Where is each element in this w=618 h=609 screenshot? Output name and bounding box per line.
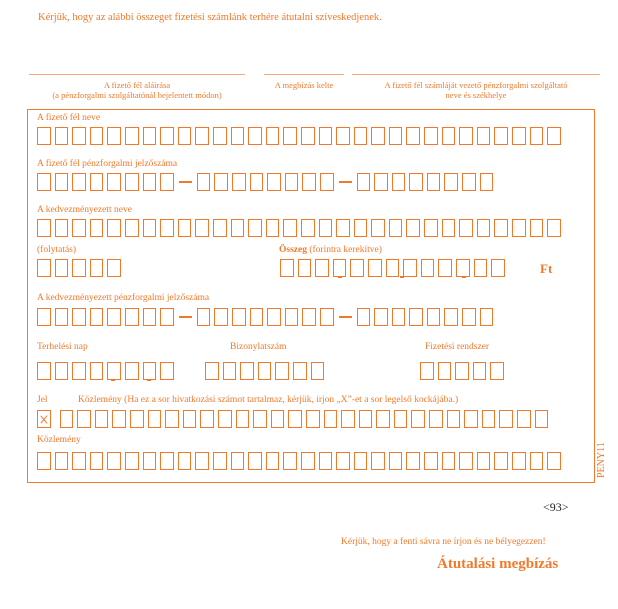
char-box[interactable] <box>341 410 355 428</box>
digit-box[interactable] <box>438 259 452 277</box>
order-date-line <box>264 74 344 75</box>
date-tick <box>111 379 115 381</box>
debit-day-label: Terhelési nap <box>37 342 88 352</box>
thousands-tick <box>400 276 404 278</box>
char-box[interactable] <box>512 219 526 237</box>
digit-box[interactable] <box>72 308 86 326</box>
digit-box[interactable] <box>125 308 139 326</box>
char-box[interactable] <box>236 410 250 428</box>
voucher-number-label: Bizonylatszám <box>230 342 287 352</box>
digit-box[interactable] <box>357 308 371 326</box>
char-box[interactable] <box>530 452 544 470</box>
char-box[interactable] <box>240 362 254 380</box>
digit-box[interactable] <box>232 308 246 326</box>
char-box[interactable] <box>77 410 91 428</box>
continuation-boxes[interactable] <box>37 259 125 277</box>
beneficiary-name-label: A kedvezményezett neve <box>37 205 132 215</box>
digit-box[interactable] <box>320 308 334 326</box>
char-box[interactable] <box>283 127 297 145</box>
char-box[interactable] <box>482 410 496 428</box>
char-box[interactable] <box>389 219 403 237</box>
char-box[interactable] <box>266 452 280 470</box>
digit-box[interactable] <box>392 173 406 191</box>
char-box[interactable] <box>547 219 561 237</box>
char-box[interactable] <box>371 452 385 470</box>
char-box[interactable] <box>442 127 456 145</box>
char-box[interactable] <box>37 259 51 277</box>
digit-box[interactable] <box>427 173 441 191</box>
char-box[interactable] <box>490 362 504 380</box>
payer-signature-caption-line1: A fizető fél aláírása <box>103 80 171 90</box>
digit-box[interactable] <box>90 308 104 326</box>
char-box[interactable] <box>183 410 197 428</box>
digit-box[interactable] <box>421 259 435 277</box>
char-box[interactable] <box>165 410 179 428</box>
char-box[interactable] <box>477 452 491 470</box>
digit-box[interactable] <box>480 173 494 191</box>
char-box[interactable] <box>473 362 487 380</box>
char-box[interactable] <box>424 127 438 145</box>
char-box[interactable] <box>301 219 315 237</box>
char-box[interactable] <box>530 219 544 237</box>
digit-box[interactable] <box>444 173 458 191</box>
char-box[interactable] <box>459 127 473 145</box>
digit-box[interactable] <box>350 259 364 277</box>
char-box[interactable] <box>37 452 51 470</box>
char-box[interactable] <box>283 219 297 237</box>
char-box[interactable] <box>547 127 561 145</box>
amount-label <box>279 245 382 255</box>
digit-box[interactable] <box>72 362 86 380</box>
digit-box[interactable] <box>197 173 211 191</box>
char-box[interactable] <box>336 452 350 470</box>
char-box[interactable] <box>319 127 333 145</box>
char-box[interactable] <box>429 410 443 428</box>
char-box[interactable] <box>266 127 280 145</box>
digit-box[interactable] <box>55 173 69 191</box>
char-box[interactable] <box>223 362 237 380</box>
digit-box[interactable] <box>214 308 228 326</box>
digit-box[interactable] <box>250 308 264 326</box>
char-box[interactable] <box>112 410 126 428</box>
char-box[interactable] <box>288 410 302 428</box>
digit-box[interactable] <box>474 259 488 277</box>
digit-box[interactable] <box>302 173 316 191</box>
char-box[interactable] <box>442 219 456 237</box>
beneficiary-account-boxes[interactable] <box>37 308 497 326</box>
currency-label: Ft <box>540 261 553 276</box>
char-box[interactable] <box>258 362 272 380</box>
digit-box[interactable] <box>462 308 476 326</box>
char-box[interactable] <box>530 127 544 145</box>
char-box[interactable] <box>547 452 561 470</box>
char-box[interactable] <box>389 452 403 470</box>
char-box[interactable] <box>354 219 368 237</box>
char-box[interactable] <box>37 219 51 237</box>
char-box[interactable] <box>205 362 219 380</box>
payment-system-boxes[interactable] <box>420 362 508 380</box>
char-box[interactable] <box>477 219 491 237</box>
char-box[interactable] <box>72 127 86 145</box>
char-box[interactable] <box>55 259 69 277</box>
flag-label: Jel <box>37 395 48 405</box>
amount-boxes[interactable] <box>280 259 509 277</box>
digit-box[interactable] <box>90 173 104 191</box>
char-box[interactable] <box>72 259 86 277</box>
digit-box[interactable] <box>267 173 281 191</box>
char-box[interactable] <box>517 410 531 428</box>
document-code: <93> <box>543 500 569 514</box>
char-box[interactable] <box>371 219 385 237</box>
digit-box[interactable] <box>280 259 294 277</box>
digit-box[interactable] <box>143 308 157 326</box>
digit-box[interactable] <box>143 173 157 191</box>
char-box[interactable] <box>160 127 174 145</box>
char-box[interactable] <box>95 410 109 428</box>
char-box[interactable] <box>275 362 289 380</box>
digit-box[interactable] <box>368 259 382 277</box>
char-box[interactable] <box>90 259 104 277</box>
thousands-tick <box>462 276 466 278</box>
char-box[interactable] <box>90 127 104 145</box>
char-box[interactable] <box>253 410 267 428</box>
digit-box[interactable] <box>90 362 104 380</box>
digit-box[interactable] <box>125 173 139 191</box>
char-box[interactable] <box>336 219 350 237</box>
digit-box[interactable] <box>480 308 494 326</box>
document-title: Átutalási megbízás <box>437 556 559 572</box>
digit-box[interactable] <box>214 173 228 191</box>
digit-box[interactable] <box>267 308 281 326</box>
digit-box[interactable] <box>357 173 371 191</box>
digit-box[interactable] <box>333 259 347 277</box>
char-box[interactable] <box>494 452 508 470</box>
debit-day-boxes[interactable] <box>37 362 178 380</box>
char-box[interactable] <box>143 219 157 237</box>
form-code-vertical: PENY11 <box>596 442 607 478</box>
char-box[interactable] <box>354 127 368 145</box>
digit-box[interactable] <box>298 259 312 277</box>
digit-box[interactable] <box>143 362 157 380</box>
char-box[interactable] <box>90 452 104 470</box>
date-tick <box>147 379 151 381</box>
char-box[interactable] <box>459 452 473 470</box>
amount-label-bold: Összeg <box>279 245 307 255</box>
digit-box[interactable] <box>197 308 211 326</box>
char-box[interactable] <box>231 219 245 237</box>
remark-row-2-boxes[interactable] <box>37 452 565 470</box>
char-box[interactable] <box>200 410 214 428</box>
char-box[interactable] <box>143 452 157 470</box>
char-box[interactable] <box>55 127 69 145</box>
payer-account-boxes[interactable] <box>37 173 497 191</box>
digit-box[interactable] <box>374 173 388 191</box>
char-box[interactable] <box>148 410 162 428</box>
remark-label: Közlemény <box>37 435 81 445</box>
char-box[interactable] <box>512 452 526 470</box>
char-box[interactable] <box>231 127 245 145</box>
char-box[interactable] <box>394 410 408 428</box>
digit-box[interactable] <box>250 173 264 191</box>
char-box[interactable] <box>455 362 469 380</box>
digit-box[interactable] <box>403 259 417 277</box>
digit-box[interactable] <box>315 259 329 277</box>
char-box[interactable] <box>494 219 508 237</box>
digit-box[interactable] <box>37 362 51 380</box>
digit-box[interactable] <box>456 259 470 277</box>
digit-box[interactable] <box>409 308 423 326</box>
char-box[interactable] <box>359 410 373 428</box>
bank-caption <box>352 80 600 100</box>
beneficiary-name-boxes[interactable] <box>37 219 565 237</box>
char-box[interactable] <box>324 410 338 428</box>
char-box[interactable] <box>90 219 104 237</box>
digit-box[interactable] <box>409 173 423 191</box>
char-box[interactable] <box>213 127 227 145</box>
char-box[interactable] <box>125 219 139 237</box>
char-box[interactable] <box>195 219 209 237</box>
char-box[interactable] <box>319 219 333 237</box>
bank-line <box>352 74 600 75</box>
char-box[interactable] <box>311 362 325 380</box>
char-box[interactable] <box>442 452 456 470</box>
char-box[interactable] <box>499 410 513 428</box>
digit-box[interactable] <box>37 308 51 326</box>
char-box[interactable] <box>371 127 385 145</box>
char-box[interactable] <box>178 127 192 145</box>
digit-box[interactable] <box>302 308 316 326</box>
separator-dash <box>339 316 352 318</box>
digit-box[interactable] <box>72 173 86 191</box>
digit-box[interactable] <box>285 308 299 326</box>
char-box[interactable] <box>248 219 262 237</box>
payer-signature-caption <box>29 80 245 100</box>
char-box[interactable] <box>130 410 144 428</box>
digit-box[interactable] <box>427 308 441 326</box>
digit-box[interactable] <box>55 308 69 326</box>
payer-account-label: A fizető fél pénzforgalmi jelzőszáma <box>37 159 178 169</box>
digit-box[interactable] <box>444 308 458 326</box>
char-box[interactable] <box>218 410 232 428</box>
reference-flag-box[interactable] <box>37 410 51 428</box>
digit-box[interactable] <box>125 362 139 380</box>
char-box[interactable] <box>60 410 74 428</box>
digit-box[interactable] <box>232 173 246 191</box>
char-box[interactable] <box>213 452 227 470</box>
char-box[interactable] <box>406 219 420 237</box>
char-box[interactable] <box>438 362 452 380</box>
char-box[interactable] <box>424 452 438 470</box>
payer-name-label: A fizető fél neve <box>37 113 101 123</box>
digit-box[interactable] <box>491 259 505 277</box>
digit-box[interactable] <box>160 173 174 191</box>
char-box[interactable] <box>319 452 333 470</box>
digit-box[interactable] <box>462 173 476 191</box>
char-box[interactable] <box>160 219 174 237</box>
char-box[interactable] <box>248 127 262 145</box>
digit-box[interactable] <box>386 259 400 277</box>
char-box[interactable] <box>447 410 461 428</box>
char-box[interactable] <box>283 452 297 470</box>
char-box[interactable] <box>107 127 121 145</box>
char-box[interactable] <box>55 219 69 237</box>
digit-box[interactable] <box>107 173 121 191</box>
char-box[interactable] <box>72 452 86 470</box>
remark-row-1-boxes[interactable] <box>37 410 552 428</box>
digit-box[interactable] <box>107 308 121 326</box>
char-box[interactable] <box>160 452 174 470</box>
thousands-tick <box>338 276 342 278</box>
bottom-note: Kérjük, hogy a fenti sávra ne írjon és ne bélyegezzen! <box>341 537 546 547</box>
char-box[interactable] <box>271 410 285 428</box>
voucher-number-boxes[interactable] <box>205 362 328 380</box>
char-box[interactable] <box>72 219 86 237</box>
char-box[interactable] <box>420 362 434 380</box>
char-box[interactable] <box>494 127 508 145</box>
char-box[interactable] <box>293 362 307 380</box>
digit-box[interactable] <box>374 308 388 326</box>
char-box[interactable] <box>406 127 420 145</box>
digit-box[interactable] <box>160 362 174 380</box>
digit-box[interactable] <box>37 173 51 191</box>
separator-dash <box>179 316 192 318</box>
char-box[interactable] <box>231 452 245 470</box>
separator-dash <box>339 181 352 183</box>
bank-caption-line1: A fizető fél számláját vezető pénzforgalmi szolgáltató <box>384 80 568 90</box>
continuation-label: (folytatás) <box>37 245 77 255</box>
char-box[interactable] <box>336 127 350 145</box>
char-box[interactable] <box>248 452 262 470</box>
digit-box[interactable] <box>285 173 299 191</box>
char-box[interactable] <box>266 219 280 237</box>
char-box[interactable] <box>301 452 315 470</box>
char-box[interactable] <box>306 410 320 428</box>
char-box[interactable] <box>125 127 139 145</box>
digit-box[interactable] <box>107 362 121 380</box>
digit-box[interactable] <box>55 362 69 380</box>
top-notice: Kérjük, hogy az alábbi összeget fizetési számlánk terhére átutalni szíveskedjenek. <box>38 12 382 23</box>
char-box[interactable] <box>459 219 473 237</box>
payment-system-label: Fizetési rendszer <box>425 342 490 352</box>
char-box[interactable] <box>424 219 438 237</box>
payer-name-boxes[interactable] <box>37 127 565 145</box>
char-box[interactable] <box>55 452 69 470</box>
beneficiary-account-label: A kedvezményezett pénzforgalmi jelzőszáma <box>37 293 210 303</box>
bank-caption-line2: neve és székhelye <box>445 90 507 100</box>
char-box[interactable] <box>37 127 51 145</box>
char-box[interactable] <box>464 410 478 428</box>
char-box[interactable] <box>213 219 227 237</box>
char-box[interactable] <box>107 452 121 470</box>
char-box[interactable] <box>195 452 209 470</box>
char-box[interactable] <box>477 127 491 145</box>
char-box[interactable] <box>406 452 420 470</box>
separator-dash <box>179 181 192 183</box>
remark-instruction: Közlemény (Ha ez a sor hivatkozási számot tartalmaz, kérjük, írjon „X”-et a sor legelső kockájába.) <box>78 395 459 405</box>
char-box[interactable] <box>125 452 139 470</box>
char-box[interactable] <box>107 219 121 237</box>
digit-box[interactable] <box>160 308 174 326</box>
char-box[interactable] <box>107 259 121 277</box>
digit-box[interactable] <box>392 308 406 326</box>
order-date-caption: A megbízás kelte <box>274 80 334 90</box>
amount-label-rest: (forintra kerekítve) <box>306 245 382 255</box>
char-box[interactable] <box>535 410 549 428</box>
char-box[interactable] <box>389 127 403 145</box>
char-box[interactable] <box>178 452 192 470</box>
char-box[interactable] <box>411 410 425 428</box>
char-box[interactable] <box>178 219 192 237</box>
char-box[interactable] <box>301 127 315 145</box>
char-box[interactable] <box>143 127 157 145</box>
digit-box[interactable] <box>320 173 334 191</box>
payer-signature-line <box>29 74 245 75</box>
char-box[interactable] <box>376 410 390 428</box>
char-box[interactable] <box>354 452 368 470</box>
char-box[interactable] <box>512 127 526 145</box>
char-box[interactable] <box>195 127 209 145</box>
payer-signature-caption-line2: (a pénzforgalmi szolgáltatónál bejelentett módon) <box>52 90 222 100</box>
